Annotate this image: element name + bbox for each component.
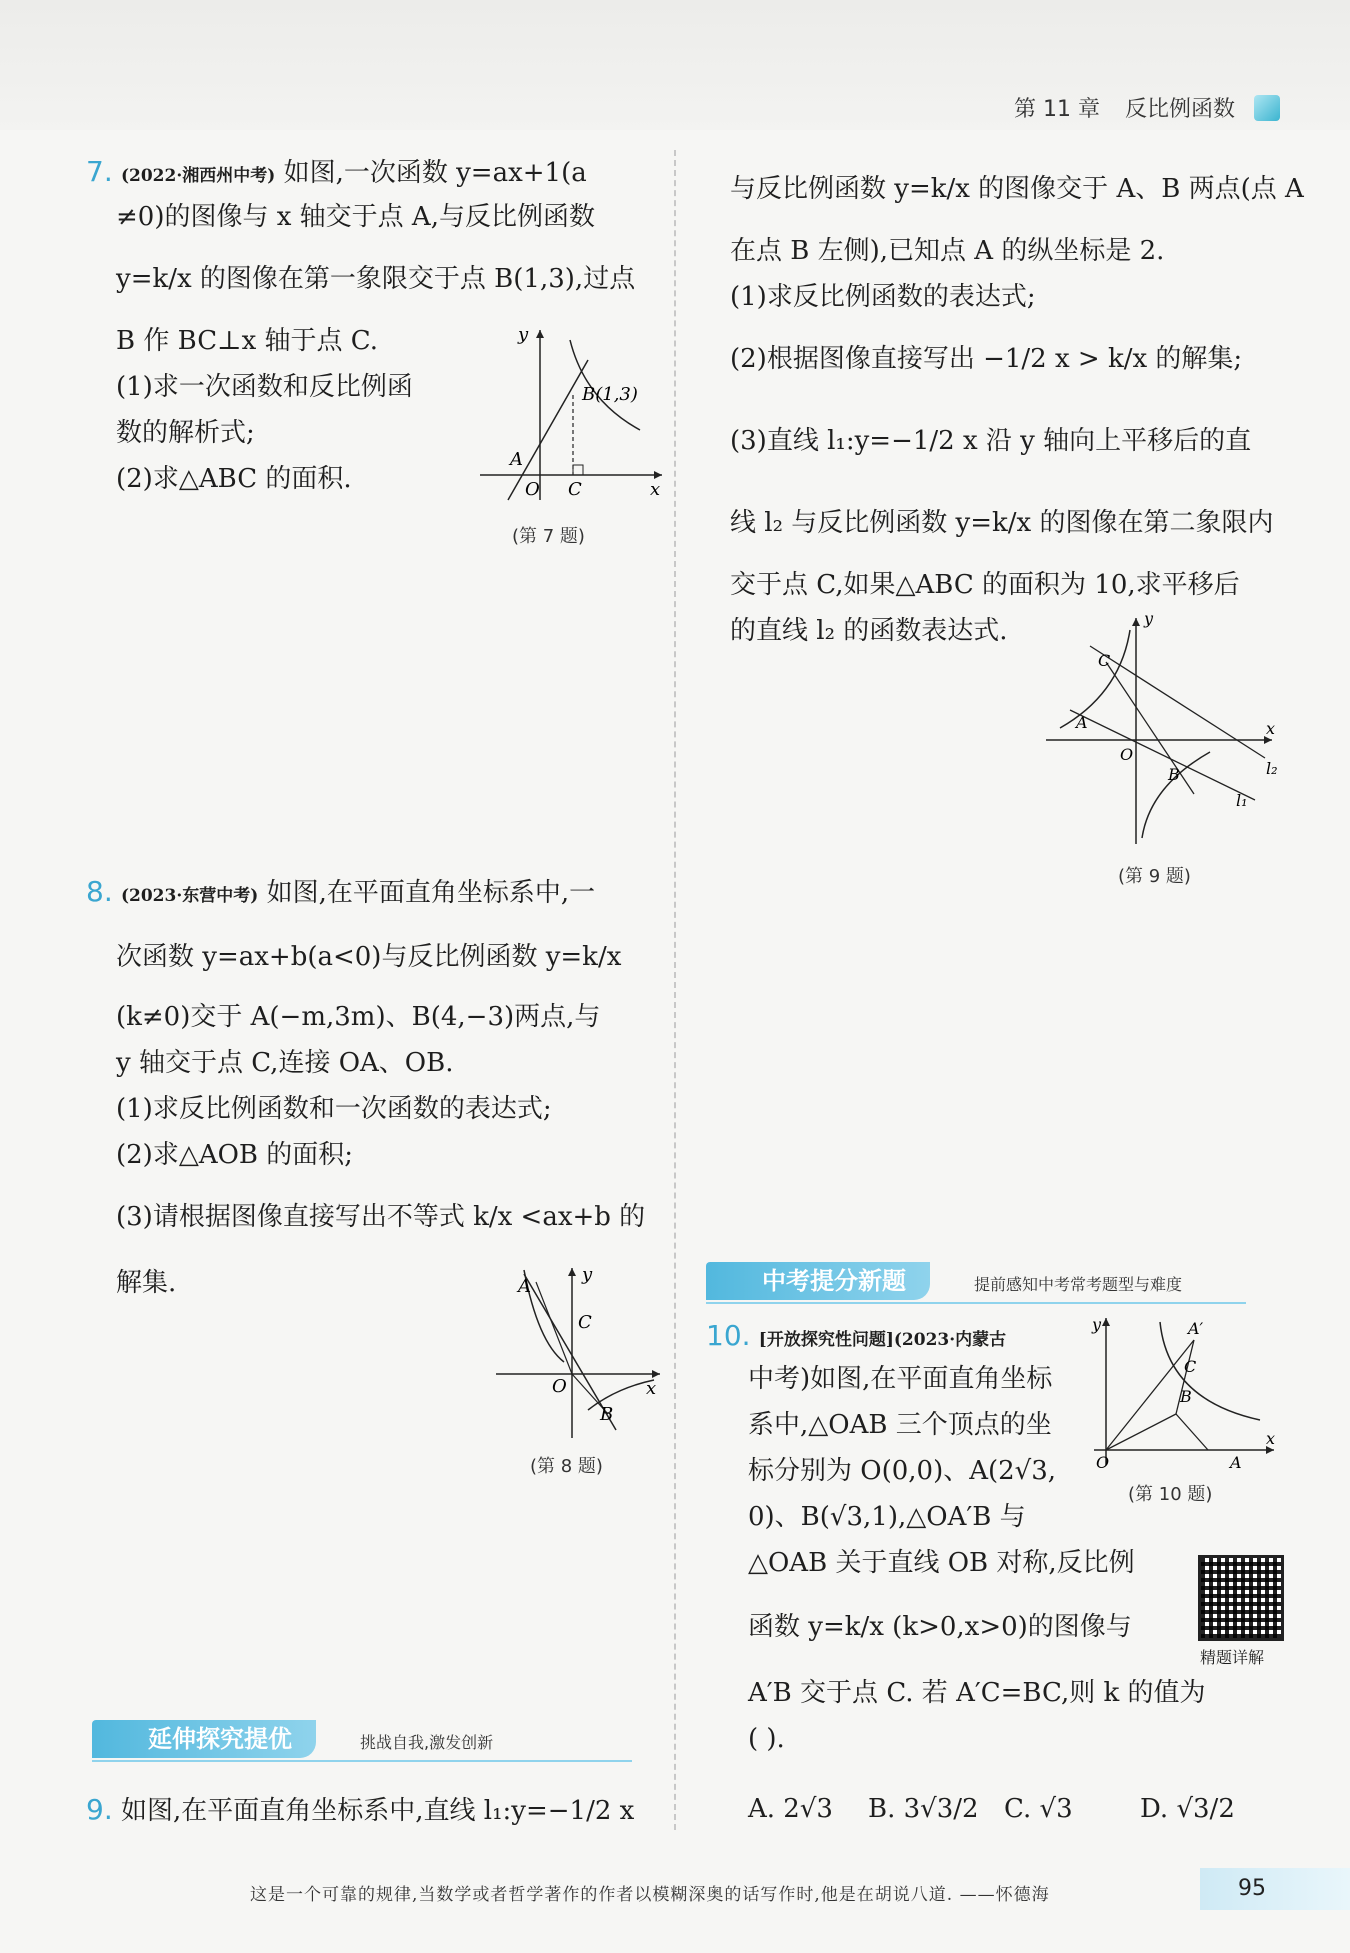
q7-number: 7.: [86, 155, 113, 188]
q10-line-8: ( ).: [748, 1724, 785, 1754]
q9-line-4: (2)根据图像直接写出 −1/2 x > k/x 的解集;: [730, 344, 1243, 374]
q8-line-5: (2)求△AOB 的面积;: [116, 1140, 354, 1170]
q7-line-0: 7. (2022·湘西州中考) 如图,一次函数 y=ax+1(a: [86, 155, 587, 188]
q9-line-8: 的直线 l₂ 的函数表达式.: [730, 616, 1008, 646]
q7-line-1: ≠0)的图像与 x 轴交于点 A,与反比例函数: [116, 202, 595, 232]
q9-fig-C-label: C: [1098, 651, 1111, 670]
q8-line-6: (3)请根据图像直接写出不等式 k/x <ax+b 的: [116, 1202, 646, 1232]
q7-line-4: (1)求一次函数和反比例函: [116, 372, 413, 402]
q10-line-6: 函数 y=k/x (k>0,x>0)的图像与: [748, 1612, 1132, 1642]
q8-fig-C-label: C: [578, 1312, 592, 1333]
q9-fig-y-label: y: [1144, 610, 1154, 628]
page-header: [996, 92, 1280, 123]
banner-exam-title: 中考提分新题: [706, 1262, 930, 1300]
q10-line-5: △OAB 关于直线 OB 对称,反比例: [748, 1548, 1135, 1578]
q8-fig-x-label: x: [646, 1378, 657, 1399]
q8-figure: [488, 1262, 668, 1442]
q8-line-7: 解集.: [116, 1268, 177, 1298]
q8-fig-O-label: O: [552, 1376, 567, 1397]
banner-exam-sub: 提前感知中考常考题型与难度: [974, 1275, 1183, 1294]
q8-line-3: y 轴交于点 C,连接 OA、OB.: [116, 1048, 454, 1078]
q10-fig-O-label: O: [1096, 1453, 1110, 1470]
q10-fig-C-label: C: [1184, 1357, 1197, 1376]
page-number: 95: [1238, 1876, 1266, 1901]
q7-line-3: B 作 BC⊥x 轴于点 C.: [116, 326, 378, 356]
q8-fig-y-label: y: [582, 1264, 593, 1285]
q9-caption: (第 9 题): [1118, 866, 1191, 887]
q10-caption: (第 10 题): [1128, 1484, 1213, 1505]
q10-line-4: 0)、B(√3,1),△OA′B 与: [748, 1502, 1026, 1532]
q10-fig-y-label: y: [1092, 1315, 1102, 1334]
q7-caption: (第 7 题): [512, 526, 585, 547]
q9-line-5: (3)直线 l₁:y=−1/2 x 沿 y 轴向上平移后的直: [730, 426, 1252, 456]
q10-line-3: 标分别为 O(0,0)、A(2√3,: [748, 1456, 1057, 1486]
q8-source: (2023·东营中考): [120, 886, 259, 906]
q8-line-4: (1)求反比例函数和一次函数的表达式;: [116, 1094, 552, 1124]
q10-line-2: 系中,△OAB 三个顶点的坐: [748, 1410, 1052, 1440]
q9-fig-x-label: x: [1266, 719, 1276, 738]
q9-line-7: 交于点 C,如果△ABC 的面积为 10,求平移后: [730, 570, 1240, 600]
q9-fig-O-label: O: [1120, 745, 1134, 764]
q10-fig-x-label: x: [1266, 1429, 1276, 1448]
q10-figure: [1088, 1310, 1278, 1470]
cube-icon: [1254, 95, 1280, 121]
q8-line-1: 次函数 y=ax+b(a<0)与反比例函数 y=k/x: [116, 942, 622, 972]
chapter-title: 反比例函数: [1124, 97, 1235, 122]
q7-fig-x-label: x: [650, 479, 661, 500]
q9-number: 9.: [86, 1793, 113, 1826]
q9-line-6: 线 l₂ 与反比例函数 y=k/x 的图像在第二象限内: [730, 508, 1274, 538]
q10-option-b: B. 3√3/2: [868, 1794, 979, 1824]
q10-option-c: C. √3: [1004, 1794, 1073, 1824]
q10-source: [开放探究性问题](2023·内蒙古: [758, 1330, 1007, 1350]
q10-line-7: A′B 交于点 C. 若 A′C=BC,则 k 的值为: [748, 1678, 1206, 1708]
qr-code-icon[interactable]: [1198, 1555, 1284, 1641]
q8-line-2: (k≠0)交于 A(−m,3m)、B(4,−3)两点,与: [116, 1002, 601, 1032]
q7-fig-C-label: C: [568, 479, 582, 500]
q7-line-2: y=k/x 的图像在第一象限交于点 B(1,3),过点: [116, 264, 636, 294]
q7-line-5: 数的解析式;: [116, 418, 255, 448]
q8-caption: (第 8 题): [530, 1456, 603, 1477]
chapter-label: 第 11 章: [1014, 97, 1100, 122]
q10-line-0: [706, 1319, 1007, 1352]
q9-line-0: 9. 如图,在平面直角坐标系中,直线 l₁:y=−1/2 x: [86, 1793, 635, 1826]
q10-fig-A-label: A: [1230, 1453, 1242, 1470]
q9-fig-l2-label: l₂: [1266, 759, 1278, 778]
banner-exam: [706, 1262, 1246, 1300]
q7-fig-A-label: A: [510, 449, 523, 470]
q9-line-1: 与反比例函数 y=k/x 的图像交于 A、B 两点(点 A: [730, 174, 1304, 204]
q9-fig-A-label: A: [1076, 713, 1088, 732]
q7-figure: [470, 320, 670, 510]
banner-extension-title: 延伸探究提优: [92, 1720, 316, 1758]
q7-fig-y-label: y: [518, 324, 529, 345]
q8-line-0: 8. (2023·东营中考) 如图,在平面直角坐标系中,一: [86, 875, 596, 908]
q7-fig-O-label: O: [525, 479, 540, 500]
q10-fig-B-label: B: [1180, 1387, 1192, 1406]
q10-number: 10.: [706, 1319, 751, 1352]
q10-option-d: D. √3/2: [1140, 1794, 1235, 1824]
qr-label: 精题详解: [1200, 1648, 1265, 1667]
q9-figure: [1040, 610, 1280, 850]
q7-line-6: (2)求△ABC 的面积.: [116, 464, 352, 494]
q9-fig-B-label: B: [1168, 765, 1180, 784]
q9-line-2: 在点 B 左侧),已知点 A 的纵坐标是 2.: [730, 236, 1165, 266]
q10-option-a: A. 2√3: [748, 1794, 833, 1824]
banner-extension-sub: 挑战自我,激发创新: [360, 1733, 494, 1752]
q10-fig-A2-label: A′: [1188, 1319, 1204, 1338]
banner-extension: [92, 1720, 632, 1758]
page-number-bar: [1200, 1868, 1350, 1910]
q7-fig-B-label: B(1,3): [582, 384, 638, 405]
q8-fig-B-label: B: [600, 1404, 614, 1425]
q8-number: 8.: [86, 875, 113, 908]
q9-line-3: (1)求反比例函数的表达式;: [730, 282, 1036, 312]
q8-fig-A-label: A: [518, 1276, 531, 1297]
q9-fig-l1-label: l₁: [1236, 791, 1248, 810]
q10-line-1: 中考)如图,在平面直角坐标: [748, 1364, 1053, 1394]
column-divider: [674, 150, 676, 1830]
q7-source: (2022·湘西州中考): [120, 166, 276, 186]
footer-quote: 这是一个可靠的规律,当数学或者哲学著作的作者以模糊深奥的话写作时,他是在胡说八道. ——怀德海: [250, 1885, 1050, 1905]
